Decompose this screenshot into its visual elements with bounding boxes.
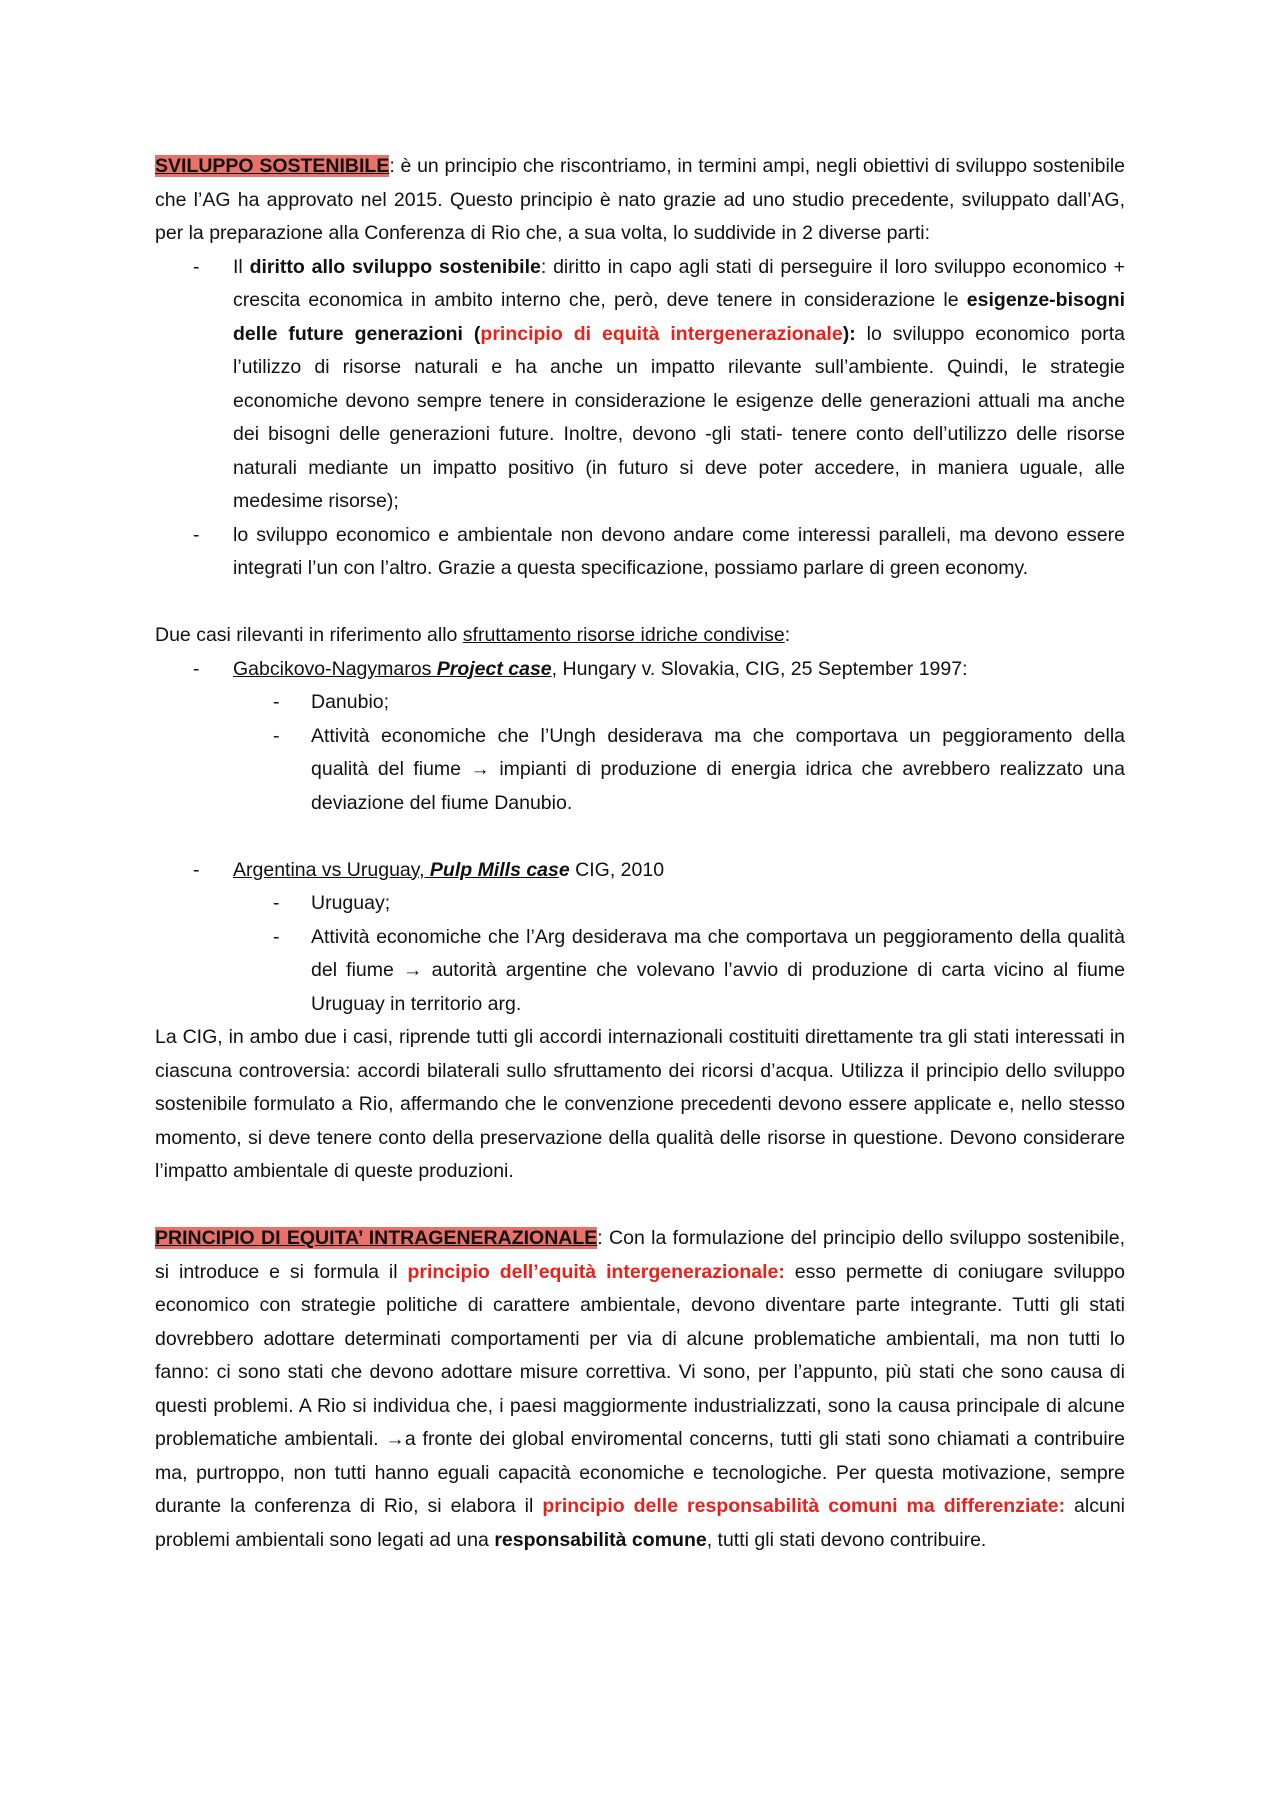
bullet-dash: - [273,925,280,948]
spacer [155,586,1125,620]
sub-list-item: - Attività economiche che l’Ungh desiderava ma che comportava un peggioramento della qualità del fiume → impianti di produzione di energia idrica che avrebbero realizzato una deviazione del fiume Danubio. [155,720,1125,821]
paragraph-cig-conclusion: La CIG, in ambo due i casi, riprende tutti gli accordi internazionali costituiti direttamente tra gli stati interessati in ciascuna controversia: accordi bilaterali sullo sfruttamento dei ricorsi d’acqua. Utilizza il principio dello sviluppo sostenibile formulato a Rio, affermando che le convenzione precedenti devono essere applicate e, nello stesso momento, si deve tenere conto della preservazione della qualità delle risorse in questione. Devono considerare l’impatto ambientale di queste produzioni. [155,1026,1125,1182]
bullet-dash: - [273,892,280,914]
bullet-dash: - [193,657,200,680]
heading-equita-intragenerazionale: PRINCIPIO DI EQUITA’ INTRAGENERAZIONALE [155,1227,598,1249]
list-item: - lo sviluppo economico e ambientale non devono andare come interessi paralleli, ma devono essere integrati l’un con l’altro. Grazie a questa specificazione, possiamo parlare di green economy. [155,519,1125,586]
bullet-dash: - [273,724,280,747]
paragraph-equita-intragenerazionale: PRINCIPIO DI EQUITA’ INTRAGENERAZIONALE: Con la formulazione del principio dello sviluppo sostenibile, si introduce e si formula il principio dell’equità intergenerazionale: esso permette di coniugare sviluppo economico con strategie politiche di carattere ambientale, devono diventare parte integrante. Tutti gli stati dovrebbero adottare determinati comportamenti per via di alcune problematiche ambientali, ma non tutti lo fanno: ci sono stati che devono adottare misure correttiva. Vi sono, per l’appunto, più stati che sono causa di questi problemi. A Rio si individua che, i paesi maggiormente industrializzati, sono la causa principale di alcune problematiche ambientali. →a fronte dei global enviromental concerns, tutti gli stati sono chiamati a contribuire ma, purtroppo, non tutti hanno eguali capacità economiche e tecnologiche. Per questa motivazione, sempre durante la conferenza di Rio, si elabora il principio delle responsabilità comuni ma differenziate: alcuni problemi ambientali sono legati ad una responsabilità comune, tutti gli stati devono contribuire. [155,1227,1126,1551]
spacer [155,1189,1125,1223]
sub-list-item: - Danubio; [155,686,1125,720]
highlighted-principle: principio di equità intergenerazionale [480,322,843,345]
highlighted-principle: principio delle responsabilità comuni ma differenziate: [542,1495,1066,1517]
paragraph-due-casi: Due casi rilevanti in riferimento allo sfruttamento risorse idriche condivise: [155,624,791,646]
list-item: - Il diritto allo sviluppo sostenibile: diritto in capo agli stati di perseguire il loro sviluppo economico + crescita economica in ambito interno che, però, deve tenere in considerazione le esigenze-bisogni delle future generazioni (principio di equità intergenerazionale): lo sviluppo economico porta l’utilizzo di risorse naturali e ha anche un impatto rilevante sull’ambiente. Quindi, le strategie economiche devono sempre tenere in considerazione le esigenze delle generazioni attuali ma anche dei bisogni delle generazioni future. Inoltre, devono -gli stati- tenere conto dell’utilizzo delle risorse naturali mediante un impatto positivo (in futuro si deve poter accedere, in maniera uguale, alle medesime risorse); [155,251,1125,519]
bullet-dash: - [193,858,200,881]
bullet-dash: - [193,255,200,278]
highlighted-principle: principio dell’equità intergenerazionale: [407,1260,785,1283]
spacer [155,820,1125,854]
bullet-dash: - [193,523,200,546]
heading-sviluppo-sostenibile: SVILUPPO SOSTENIBILE [155,155,390,177]
sub-list-item: - Attività economiche che l’Arg desiderava ma che comportava un peggioramento della qualità del fiume → autorità argentine che volevano l’avvio di produzione di carta vicino al fiume Uruguay in territorio arg. [155,921,1125,1022]
bullet-dash: - [273,691,280,713]
sub-list-item: - Uruguay; [155,887,1125,921]
list-item-case-pulp-mills: - Argentina vs Uruguay, Pulp Mills case CIG, 2010 [155,854,1125,888]
paragraph-sviluppo-sostenibile: SVILUPPO SOSTENIBILE: è un principio che riscontriamo, in termini ampi, negli obiettivi di sviluppo sostenibile che l’AG ha approvato nel 2015. Questo principio è nato grazie ad uno studio precedente, sviluppato dall’AG, per la preparazione alla Conferenza di Rio che, a sua volta, lo suddivide in 2 diverse parti: [155,155,1125,244]
list-item-case-gabcikovo: - Gabcikovo-Nagymaros Project case, Hungary v. Slovakia, CIG, 25 September 1997: [155,653,1125,687]
